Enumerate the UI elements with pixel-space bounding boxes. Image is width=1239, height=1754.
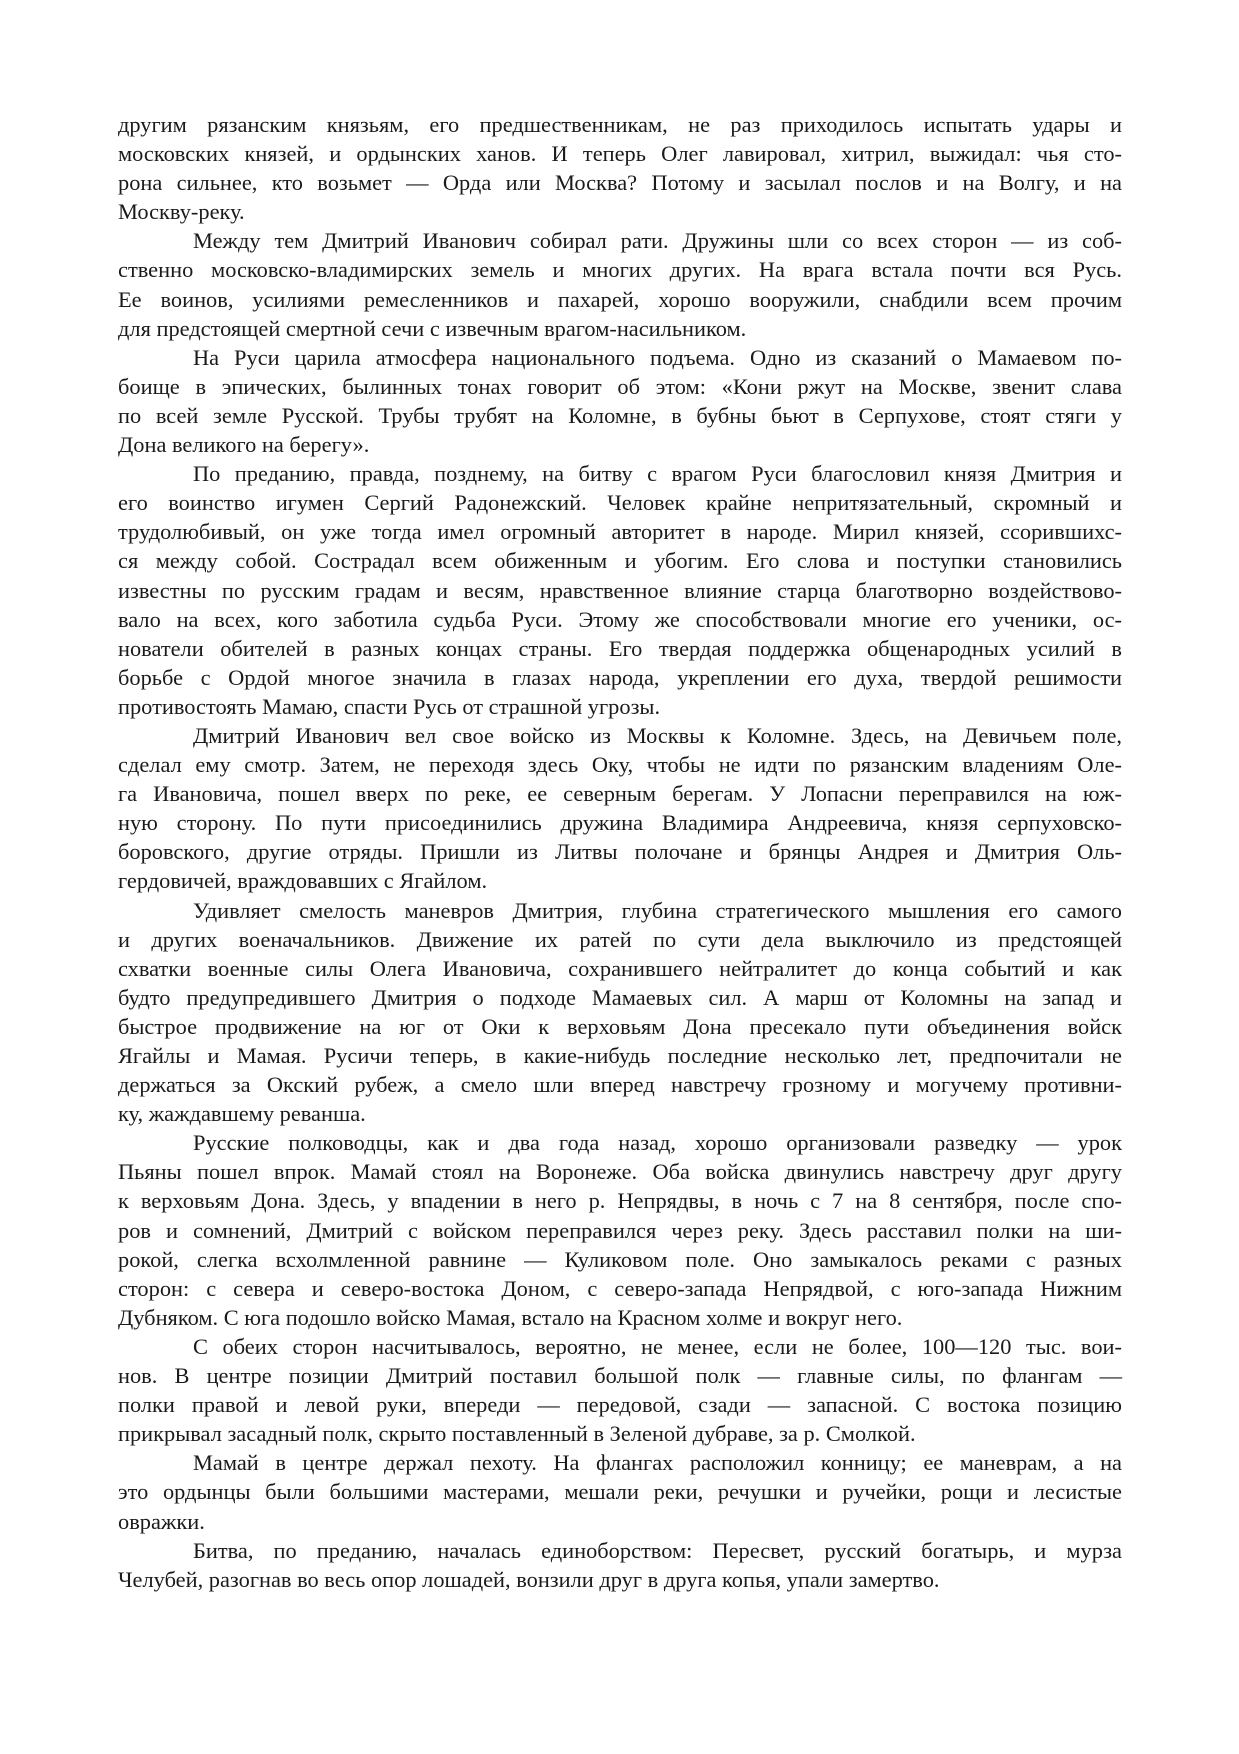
paragraph <box>118 1536 1122 1594</box>
text-line: Мамай в центре держал пехоту. На флангах расположил конницу; ее маневрам, а на <box>193 1450 1122 1476</box>
paragraph <box>118 896 1122 1129</box>
text-line: схватки военные силы Олега Ивановича, сохранившего нейтралитет до конца событий и как <box>118 955 1122 981</box>
text-line: Дона великого на берегу». <box>118 432 370 458</box>
text-line: боровского, другие отряды. Пришли из Литвы полочане и брянцы Андрея и Дмитрия Оль- <box>118 839 1122 865</box>
text-line: другим рязанским князьям, его предшественникам, не раз приходилось испытать удары и <box>118 112 1122 137</box>
text-line: Русские полководцы, как и два года назад, хорошо организовали разведку — урок <box>193 1130 1122 1156</box>
text-line: полки правой и левой руки, впереди — передовой, сзади — запасной. С востока позицию <box>118 1392 1122 1418</box>
text-line: держаться за Окский рубеж, а смело шли вперед навстречу грозному и могучему противни- <box>118 1072 1122 1098</box>
text-line: рона сильнее, кто возьмет — Орда или Москва? Потому и засылал послов и на Волгу, и на <box>118 170 1122 196</box>
text-line: трудолюбивый, он уже тогда имел огромный авторитет в народе. Мирил князей, ссорившихс- <box>118 519 1122 545</box>
paragraph <box>118 1332 1122 1448</box>
text-line: московских князей, и ордынских ханов. И теперь Олег лавировал, хитрил, выжидал: чья сто- <box>118 141 1122 167</box>
text-line: Между тем Дмитрий Иванович собирал рати. Дружины шли со всех сторон — из соб- <box>193 228 1122 254</box>
text-line: Дмитрий Иванович вел свое войско из Москвы к Коломне. Здесь, на Девичьем поле, <box>193 722 1122 748</box>
text-line: Дубняком. С юга подошло войско Мамая, встало на Красном холме и вокруг него. <box>118 1304 903 1330</box>
text-line: сделал ему смотр. Затем, не переходя здесь Оку, чтобы не идти по рязанским владениям Оле- <box>118 752 1122 778</box>
text-line: и других военачальников. Движение их ратей по сути дела выключило из предстоящей <box>118 926 1122 952</box>
text-line: га Ивановича, пошел вверх по реке, ее северным берегам. У Лопасни переправился на юж- <box>118 781 1122 807</box>
paragraph <box>118 226 1122 342</box>
text-line: сторон: с севера и северо-востока Доном, с северо-запада Непрядвой, с юго-запада Нижним <box>118 1275 1122 1301</box>
text-line: Ягайлы и Мамая. Русичи теперь, в какие-нибудь последние несколько лет, предпочитали не <box>118 1043 1122 1068</box>
text-line: его воинство игумен Сергий Радонежский. Человек крайне непритязательный, скромный и <box>118 490 1122 516</box>
text-line: для предстоящей смертной сечи с извечным врагом-насильником. <box>118 315 747 341</box>
paragraph <box>118 459 1122 721</box>
text-line: известны по русским градам и весям, нравственное влияние старца благотворно воздействово- <box>118 577 1122 603</box>
text-line: будто предупредившего Дмитрия о подходе Мамаевых сил. А марш от Коломны на запад и <box>118 984 1122 1010</box>
text-line: к верховьям Дона. Здесь, у впадении в него р. Непрядвы, в ночь с 7 на 8 сентября, после спо- <box>118 1188 1122 1214</box>
text-line: ку, жаждавшему реванша. <box>118 1101 366 1127</box>
paragraph <box>118 1448 1122 1535</box>
text-line: Москву-реку. <box>118 199 245 225</box>
text-line: Удивляет смелость маневров Дмитрия, глубина стратегического мышления его самого <box>193 897 1122 923</box>
text-line: вало на всех, кого заботила судьба Руси. Этому же способствовали многие его ученики, ос- <box>118 606 1122 632</box>
text-line: ную сторону. По пути присоединились дружина Владимира Андреевича, князя серпуховско- <box>118 810 1122 836</box>
text-line: На Руси царила атмосфера национального подъема. Одно из сказаний о Мамаевом по- <box>193 344 1122 370</box>
text-line: Челубей, разогнав во весь опор лошадей, вонзили друг в друга копья, упали замертво. <box>118 1566 940 1592</box>
text-line: Ее воинов, усилиями ремесленников и пахарей, хорошо вооружили, снабдили всем прочим <box>118 286 1122 312</box>
text-line: это ордынцы были большими мастерами, мешали реки, речушки и ручейки, рощи и лесистые <box>118 1479 1122 1505</box>
text-line: нователи обителей в разных концах страны. Его твердая поддержка общенародных усилий в <box>118 635 1122 661</box>
text-line: овражки. <box>118 1508 205 1534</box>
text-line: ров и сомнений, Дмитрий с войском переправился через реку. Здесь расставил полки на ши- <box>118 1217 1122 1243</box>
text-line: прикрывал засадный полк, скрыто поставленный в Зеленой дубраве, за р. Смолкой. <box>118 1421 916 1447</box>
text-line: С обеих сторон насчитывалось, вероятно, не менее, если не более, 100—120 тыс. вои- <box>193 1333 1122 1359</box>
paragraph <box>118 721 1122 896</box>
text-line: По преданию, правда, позднему, на битву с врагом Руси благословил князя Дмитрия и <box>193 461 1122 487</box>
text-line: Битва, по преданию, началась единоборством: Пересвет, русский богатырь, и мурза <box>193 1537 1122 1563</box>
text-line: рокой, слегка всхолмленной равнине — Куликовом поле. Оно замыкалось реками с разных <box>118 1246 1122 1272</box>
text-line: борьбе с Ордой многое значила в глазах народа, укреплении его духа, твердой решимости <box>118 664 1122 690</box>
paragraph <box>118 343 1122 459</box>
text-line: ся между собой. Сострадал всем обиженным и убогим. Его слова и поступки становились <box>118 548 1122 574</box>
text-line: гердовичей, враждовавших с Ягайлом. <box>118 868 488 894</box>
text-line: ственно московско-владимирских земель и многих других. На врага встала почти вся Русь. <box>118 257 1122 283</box>
text-line: Пьяны пошел впрок. Мамай стоял на Воронеже. Оба войска двинулись навстречу друг другу <box>118 1159 1122 1185</box>
document-page <box>118 110 1122 1594</box>
text-line: противостоять Мамаю, спасти Русь от страшной угрозы. <box>118 693 661 719</box>
paragraph <box>118 110 1122 226</box>
text-line: быстрое продвижение на юг от Оки к верховьям Дона пресекало пути объединения войск <box>118 1013 1122 1039</box>
text-line: по всей земле Русской. Трубы трубят на Коломне, в бубны бьют в Серпухове, стоят стяги у <box>118 402 1122 428</box>
paragraph <box>118 1128 1122 1332</box>
text-line: боище в эпических, былинных тонах говорит об этом: «Кони ржут на Москве, звенит слава <box>118 373 1122 399</box>
text-line: нов. В центре позиции Дмитрий поставил большой полк — главные силы, по флангам — <box>118 1363 1122 1389</box>
